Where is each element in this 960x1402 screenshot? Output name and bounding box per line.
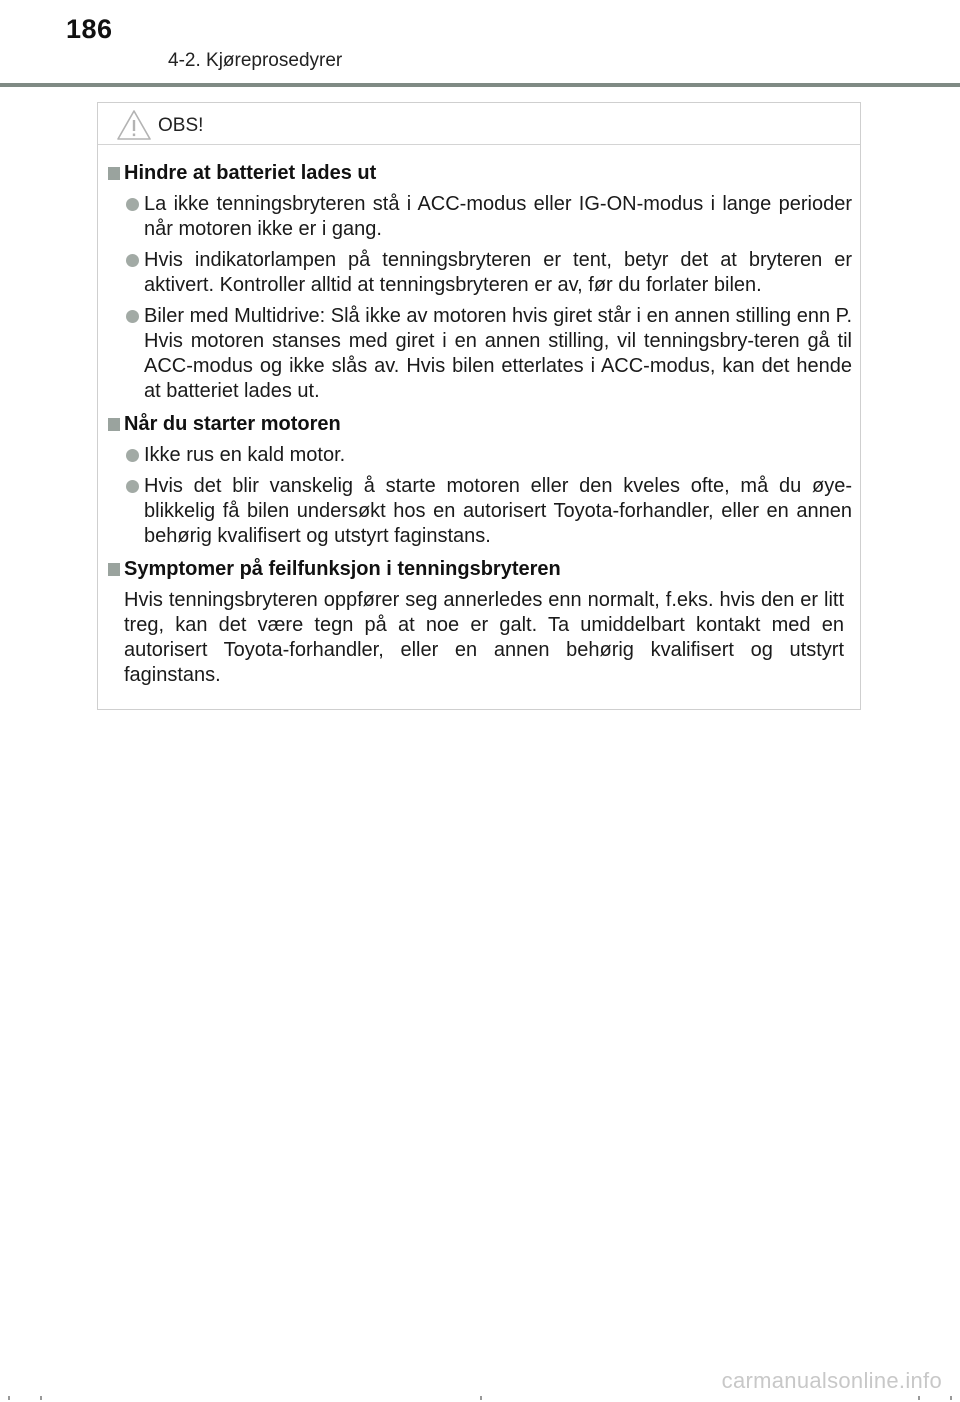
caution-body — [98, 161, 860, 688]
caution-label: OBS! — [158, 115, 204, 136]
list-item: Ikke rus en kald motor. — [106, 443, 852, 468]
square-bullet-icon — [108, 418, 120, 431]
page-header — [0, 0, 960, 90]
watermark: carmanualsonline.info — [721, 1368, 942, 1393]
list-item: La ikke tenningsbryteren stå i ACC-modus eller IG-ON-modus i lange perioder når motoren ikke er i gang. — [106, 192, 852, 242]
list-item: Biler med Multidrive: Slå ikke av motoren hvis giret står i en annen stilling enn P. Hvis motoren stanses med giret i en annen stilling, vil tenningsbry-teren gå til ACC-modus og ikke slås av. Hvis bilen etterlates i ACC-modus, kan det hende at batteriet lades ut. — [106, 304, 852, 404]
section-title: 4-2. Kjøreprosedyrer — [168, 50, 343, 71]
crop-mark — [40, 1396, 42, 1400]
page-number: 186 — [66, 14, 113, 44]
list-item: Hvis det blir vanskelig å starte motoren eller den kveles ofte, må du øye-blikkelig få bilen undersøkt hos en autorisert Toyota-forhandler, eller en annen behørig kvalifisert og utstyrt faginstans. — [106, 474, 852, 549]
round-bullet-icon — [126, 449, 139, 462]
crop-mark — [8, 1396, 10, 1400]
section-heading: Hindre at batteriet lades ut — [106, 161, 852, 186]
crop-mark — [918, 1396, 920, 1400]
square-bullet-icon — [108, 167, 120, 180]
caution-box — [97, 102, 861, 710]
round-bullet-icon — [126, 198, 139, 211]
section-heading: Symptomer på feilfunksjon i tenningsbryteren — [106, 557, 852, 582]
section-heading: Når du starter motoren — [106, 412, 852, 437]
list-item: Hvis indikatorlampen på tenningsbryteren er tent, betyr det at bryteren er aktivert. Kontroller alltid at tenningsbryteren er av, før du forlater bilen. — [106, 248, 852, 298]
round-bullet-icon — [126, 480, 139, 493]
round-bullet-icon — [126, 310, 139, 323]
caution-header — [98, 103, 860, 145]
section-paragraph: Hvis tenningsbryteren oppfører seg annerledes enn normalt, f.eks. hvis den er litt treg, kan det være tegn på at noe er galt. Ta umiddelbart kontakt med en autorisert Toyota-forhandler, eller en annen behørig kvalifisert og utstyrt faginstans. — [124, 589, 844, 686]
crop-mark — [950, 1396, 952, 1400]
warning-triangle-icon — [116, 109, 152, 141]
crop-mark — [480, 1396, 482, 1400]
header-divider — [0, 83, 960, 87]
footer-crop-marks — [0, 1396, 960, 1402]
round-bullet-icon — [126, 254, 139, 267]
square-bullet-icon — [108, 563, 120, 576]
